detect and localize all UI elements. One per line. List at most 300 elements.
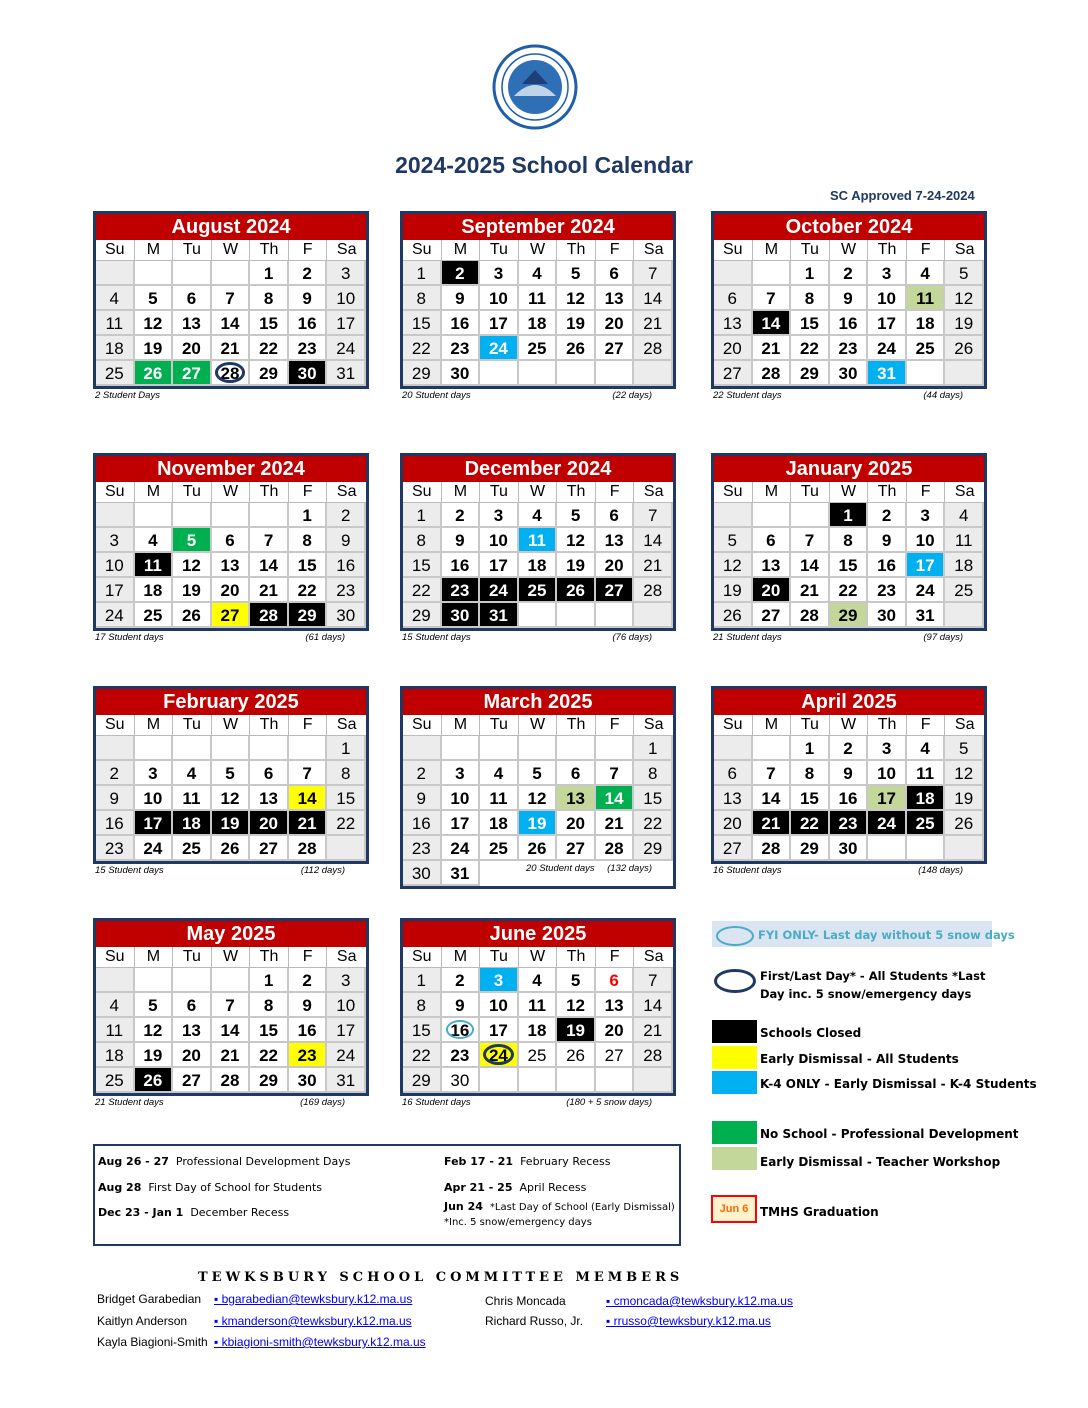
day-cell: 22	[403, 1043, 442, 1068]
day-cell: 9	[403, 786, 442, 811]
month-title: September 2024	[403, 214, 673, 240]
weekday-header: M	[135, 947, 174, 968]
committee-title: TEWKSBURY SCHOOL COMMITTEE MEMBERS	[198, 1270, 684, 1285]
day-cell: 5	[714, 528, 753, 553]
empty-day-cell	[557, 361, 596, 386]
day-cell: 26	[714, 603, 753, 628]
day-cell: 6	[173, 993, 212, 1018]
day-cell: 27	[753, 603, 792, 628]
day-cell: 12	[173, 553, 212, 578]
day-cell: 24	[96, 603, 135, 628]
month-calendar	[93, 918, 369, 1110]
day-cell: 7	[634, 261, 673, 286]
day-cell: 21	[289, 811, 328, 836]
month-title: August 2024	[96, 214, 366, 240]
day-cell: 13	[596, 993, 635, 1018]
day-cell: 24	[480, 336, 519, 361]
weekday-header: F	[596, 482, 635, 503]
cumulative-days-count: (61 days)	[305, 632, 345, 643]
empty-day-cell	[753, 736, 792, 761]
weekday-header: W	[519, 482, 558, 503]
month-title: March 2025	[403, 689, 673, 715]
day-cell: 14	[753, 786, 792, 811]
weekday-header: Tu	[173, 947, 212, 968]
day-cell: 11	[519, 286, 558, 311]
day-cell: 10	[96, 553, 135, 578]
day-cell: 11	[907, 286, 946, 311]
day-cell: 16	[830, 786, 869, 811]
day-cell: 1	[830, 503, 869, 528]
day-cell: 27	[250, 836, 289, 861]
empty-day-cell	[173, 736, 212, 761]
day-cell: 12	[135, 311, 174, 336]
day-cell: 28	[753, 361, 792, 386]
day-cell: 10	[327, 993, 366, 1018]
empty-day-cell	[212, 261, 251, 286]
day-cell: 14	[212, 311, 251, 336]
weekday-header: Th	[250, 240, 289, 261]
day-cell: 26	[212, 836, 251, 861]
day-cell: 15	[403, 1018, 442, 1043]
day-cell: 13	[714, 786, 753, 811]
day-cell: 2	[830, 261, 869, 286]
student-days-count: 2 Student Days	[95, 390, 160, 401]
weekday-header: Sa	[634, 947, 673, 968]
day-cell: 19	[212, 811, 251, 836]
day-cell: 25	[519, 336, 558, 361]
month-title: April 2025	[714, 689, 984, 715]
weekday-header: Su	[96, 240, 135, 261]
day-cell: 22	[791, 336, 830, 361]
day-cell: 24	[907, 578, 946, 603]
weekday-header: F	[907, 715, 946, 736]
day-cell: 1	[289, 503, 328, 528]
month-footer	[93, 1096, 369, 1110]
day-cell: 19	[135, 336, 174, 361]
weekday-header: F	[596, 240, 635, 261]
day-cell: 12	[945, 286, 984, 311]
key-date-jun-note: *Inc. 5 snow/emergency days	[444, 1217, 592, 1228]
approval-note: SC Approved 7-24-2024	[830, 188, 975, 203]
day-cell: 28	[634, 336, 673, 361]
student-days-count: 22 Student days	[713, 390, 782, 401]
day-cell: 22	[403, 578, 442, 603]
student-days-count: 17 Student days	[95, 632, 164, 643]
day-cell: 25	[135, 603, 174, 628]
day-cell: 11	[480, 786, 519, 811]
member-name: Chris Moncada	[485, 1294, 566, 1308]
day-cell: 27	[714, 361, 753, 386]
day-cell: 9	[830, 286, 869, 311]
day-cell: 15	[289, 553, 328, 578]
day-cell: 9	[868, 528, 907, 553]
day-cell: 5	[173, 528, 212, 553]
day-cell: 26	[135, 1068, 174, 1093]
month-calendar	[400, 211, 676, 403]
month-box	[400, 686, 676, 889]
day-cell: 24	[480, 578, 519, 603]
empty-day-cell	[289, 736, 328, 761]
day-cell: 24	[868, 811, 907, 836]
day-cell: 7	[753, 286, 792, 311]
day-cell: 27	[173, 361, 212, 386]
day-cell: 16	[442, 311, 481, 336]
town-seal-logo	[492, 44, 578, 130]
day-cell: 6	[173, 286, 212, 311]
day-cell: 17	[907, 553, 946, 578]
empty-day-cell	[596, 736, 635, 761]
day-cell: 5	[135, 286, 174, 311]
day-cell: 15	[327, 786, 366, 811]
day-cell: 26	[557, 1043, 596, 1068]
day-cell: 29	[403, 1068, 442, 1093]
day-cell: 9	[96, 786, 135, 811]
day-cell: 25	[96, 1068, 135, 1093]
weekday-header: F	[289, 240, 328, 261]
day-cell: 27	[557, 836, 596, 861]
empty-day-cell	[480, 1068, 519, 1093]
empty-day-cell	[135, 503, 174, 528]
day-cell: 6	[596, 968, 635, 993]
swatch-closed	[712, 1020, 757, 1043]
month-calendar	[400, 918, 676, 1110]
empty-day-cell	[250, 736, 289, 761]
weekday-header: W	[830, 482, 869, 503]
day-cell: 21	[250, 578, 289, 603]
weekday-header: Th	[250, 482, 289, 503]
empty-day-cell	[596, 603, 635, 628]
legend-no-school: No School - Professional Development	[760, 1127, 1019, 1141]
empty-day-cell	[96, 503, 135, 528]
empty-day-cell	[480, 361, 519, 386]
weekday-header: Th	[557, 240, 596, 261]
day-cell: 13	[714, 311, 753, 336]
weekday-header: M	[442, 715, 481, 736]
day-cell: 18	[96, 336, 135, 361]
month-box	[400, 918, 676, 1096]
weekday-header: Sa	[634, 715, 673, 736]
day-cell: 15	[830, 553, 869, 578]
cumulative-days-count: (76 days)	[612, 632, 652, 643]
month-title: February 2025	[96, 689, 366, 715]
day-cell: 12	[135, 1018, 174, 1043]
day-cell: 17	[480, 553, 519, 578]
weekday-header: Tu	[480, 482, 519, 503]
day-cell: 16	[96, 811, 135, 836]
weekday-header: Su	[96, 482, 135, 503]
day-cell: 11	[135, 553, 174, 578]
day-cell: 1	[403, 968, 442, 993]
day-cell: 14	[596, 786, 635, 811]
day-cell: 1	[250, 261, 289, 286]
day-cell: 7	[791, 528, 830, 553]
day-cell: 8	[791, 286, 830, 311]
weekday-header: Th	[250, 715, 289, 736]
weekday-header: Th	[868, 715, 907, 736]
empty-day-cell	[945, 361, 984, 386]
weekday-header: Tu	[791, 715, 830, 736]
day-cell: 20	[250, 811, 289, 836]
day-cell: 3	[480, 503, 519, 528]
day-cell: 20	[212, 578, 251, 603]
day-cell: 1	[403, 261, 442, 286]
day-cell: 30	[830, 361, 869, 386]
day-cell: 19	[714, 578, 753, 603]
empty-day-cell	[212, 503, 251, 528]
day-cell: 4	[173, 761, 212, 786]
day-cell: 28	[596, 836, 635, 861]
empty-day-cell	[596, 1068, 635, 1093]
empty-day-cell	[945, 836, 984, 861]
member-email-link[interactable]: ▪ bgarabedian@tewksbury.k12.ma.us	[214, 1292, 413, 1306]
month-calendar	[93, 211, 369, 403]
empty-day-cell	[557, 1068, 596, 1093]
weekday-header: M	[135, 482, 174, 503]
weekday-header: Su	[96, 947, 135, 968]
day-cell: 11	[96, 311, 135, 336]
day-cell: 15	[250, 311, 289, 336]
day-cell: 19	[557, 311, 596, 336]
weekday-header: Tu	[480, 947, 519, 968]
day-cell: 7	[634, 968, 673, 993]
day-cell: 18	[480, 811, 519, 836]
day-cell: 27	[596, 336, 635, 361]
empty-day-cell	[634, 603, 673, 628]
weekday-header: W	[830, 715, 869, 736]
day-cell: 23	[327, 578, 366, 603]
member-email-link[interactable]: ▪ cmoncada@tewksbury.k12.ma.us	[606, 1294, 793, 1308]
day-cell: 21	[634, 311, 673, 336]
day-cell: 30	[442, 1068, 481, 1093]
day-cell: 18	[135, 578, 174, 603]
day-cell: 12	[557, 528, 596, 553]
day-cell: 28	[634, 1043, 673, 1068]
day-cell: 7	[250, 528, 289, 553]
cumulative-days-count: (44 days)	[923, 390, 963, 401]
day-cell: 17	[868, 311, 907, 336]
day-cell: 4	[519, 503, 558, 528]
month-box	[711, 453, 987, 631]
swatch-early-all	[712, 1046, 757, 1069]
day-cell: 24	[480, 1043, 519, 1068]
empty-day-cell	[480, 736, 519, 761]
day-cell: 2	[442, 261, 481, 286]
day-cell: 16	[327, 553, 366, 578]
weekday-header: Tu	[173, 715, 212, 736]
member-email-link[interactable]: ▪ rrusso@tewksbury.k12.ma.us	[606, 1314, 771, 1328]
weekday-header: W	[519, 715, 558, 736]
day-cell: 29	[250, 1068, 289, 1093]
day-cell: 19	[519, 811, 558, 836]
day-cell: 13	[557, 786, 596, 811]
empty-day-cell	[135, 261, 174, 286]
month-title: May 2025	[96, 921, 366, 947]
cumulative-days-count: (112 days)	[300, 865, 345, 876]
day-cell: 20	[596, 311, 635, 336]
day-cell: 2	[96, 761, 135, 786]
day-cell: 28	[289, 836, 328, 861]
legend-fyi: FYI ONLY- Last day without 5 snow days	[758, 928, 1015, 942]
day-cell: 14	[634, 528, 673, 553]
day-cell: 6	[557, 761, 596, 786]
day-cell: 4	[96, 993, 135, 1018]
day-cell: 22	[791, 811, 830, 836]
day-cell: 8	[403, 993, 442, 1018]
month-grid	[714, 482, 984, 628]
empty-day-cell	[250, 503, 289, 528]
empty-day-cell	[442, 736, 481, 761]
empty-day-cell	[519, 1068, 558, 1093]
day-cell: 31	[442, 861, 481, 886]
month-footer	[93, 864, 369, 878]
day-cell: 9	[327, 528, 366, 553]
day-cell: 2	[327, 503, 366, 528]
day-cell: 5	[519, 761, 558, 786]
day-cell: 27	[173, 1068, 212, 1093]
day-cell: 9	[442, 993, 481, 1018]
month-footer	[400, 1096, 676, 1110]
legend-k4: K-4 ONLY - Early Dismissal - K-4 Students	[760, 1077, 1037, 1091]
day-cell: 16	[442, 1018, 481, 1043]
swatch-k4	[712, 1071, 757, 1094]
weekday-header: M	[135, 715, 174, 736]
cumulative-days-count: (22 days)	[612, 390, 652, 401]
day-cell: 30	[442, 361, 481, 386]
day-cell: 3	[96, 528, 135, 553]
day-cell: 10	[442, 786, 481, 811]
day-cell: 22	[634, 811, 673, 836]
weekday-header: F	[289, 482, 328, 503]
day-cell: 15	[403, 311, 442, 336]
legend-early-all: Early Dismissal - All Students	[760, 1052, 959, 1066]
day-cell: 16	[289, 311, 328, 336]
day-cell: 17	[480, 311, 519, 336]
month-box	[93, 453, 369, 631]
student-days-count: 21 Student days	[713, 632, 782, 643]
empty-day-cell	[596, 361, 635, 386]
weekday-header: Su	[96, 715, 135, 736]
day-cell: 9	[289, 993, 328, 1018]
day-cell: 7	[596, 761, 635, 786]
empty-day-cell	[327, 836, 366, 861]
member-email-link[interactable]: ▪ kbiagioni-smith@tewksbury.k12.ma.us	[214, 1335, 426, 1349]
day-cell: 24	[868, 336, 907, 361]
empty-day-cell	[557, 603, 596, 628]
day-cell: 25	[519, 578, 558, 603]
day-cell: 10	[868, 286, 907, 311]
day-cell: 4	[480, 761, 519, 786]
day-cell: 1	[791, 736, 830, 761]
weekday-header: W	[830, 240, 869, 261]
day-cell: 15	[791, 786, 830, 811]
weekday-header: Sa	[327, 240, 366, 261]
day-cell: 25	[907, 811, 946, 836]
day-cell: 12	[557, 993, 596, 1018]
month-grid	[96, 947, 366, 1093]
day-cell: 4	[945, 503, 984, 528]
page-title: 2024-2025 School Calendar	[395, 152, 693, 178]
day-cell: 1	[634, 736, 673, 761]
weekday-header: Su	[403, 947, 442, 968]
day-cell: 2	[442, 968, 481, 993]
member-email-link[interactable]: ▪ kmanderson@tewksbury.k12.ma.us	[214, 1314, 412, 1328]
swatch-workshop	[712, 1147, 757, 1170]
day-cell: 23	[289, 1043, 328, 1068]
day-cell: 29	[403, 361, 442, 386]
weekday-header: W	[519, 947, 558, 968]
student-days-count: 16 Student days	[713, 865, 782, 876]
day-cell: 4	[96, 286, 135, 311]
day-cell: 22	[830, 578, 869, 603]
day-cell: 29	[403, 603, 442, 628]
day-cell: 4	[907, 261, 946, 286]
day-cell: 18	[907, 311, 946, 336]
day-cell: 22	[250, 1043, 289, 1068]
student-days-count: 21 Student days	[95, 1097, 164, 1108]
weekday-header: F	[289, 715, 328, 736]
day-cell: 28	[212, 361, 251, 386]
key-dates-box	[93, 1144, 681, 1246]
day-cell: 5	[945, 736, 984, 761]
day-cell: 13	[596, 528, 635, 553]
day-cell: 1	[327, 736, 366, 761]
day-cell: 23	[830, 811, 869, 836]
day-cell: 26	[945, 336, 984, 361]
day-cell: 31	[480, 603, 519, 628]
month-grid	[403, 240, 673, 386]
day-cell: 5	[557, 261, 596, 286]
student-days-count: 16 Student days	[402, 1097, 471, 1108]
day-cell: 30	[403, 861, 442, 886]
day-cell: 14	[250, 553, 289, 578]
day-cell: 27	[596, 1043, 635, 1068]
empty-day-cell	[907, 836, 946, 861]
day-cell: 2	[289, 261, 328, 286]
navy-ring-icon	[714, 969, 756, 993]
month-footer	[711, 389, 987, 403]
day-cell: 28	[250, 603, 289, 628]
month-grid	[403, 715, 673, 886]
member-name: Bridget Garabedian	[97, 1292, 202, 1306]
empty-day-cell	[96, 968, 135, 993]
day-cell: 16	[442, 553, 481, 578]
day-cell: 15	[250, 1018, 289, 1043]
day-cell: 20	[557, 811, 596, 836]
day-cell: 8	[250, 286, 289, 311]
day-cell: 7	[212, 286, 251, 311]
day-cell: 23	[289, 336, 328, 361]
day-cell: 13	[753, 553, 792, 578]
day-cell: 4	[519, 261, 558, 286]
day-cell: 26	[519, 836, 558, 861]
month-calendar	[711, 686, 987, 878]
day-cell: 9	[442, 528, 481, 553]
day-cell: 21	[212, 1043, 251, 1068]
day-cell: 8	[403, 286, 442, 311]
empty-day-cell	[212, 968, 251, 993]
month-calendar	[93, 686, 369, 878]
day-cell: 8	[634, 761, 673, 786]
weekday-header: M	[442, 240, 481, 261]
day-cell: 11	[519, 993, 558, 1018]
weekday-header: Sa	[945, 482, 984, 503]
empty-day-cell	[96, 736, 135, 761]
day-cell: 31	[327, 1068, 366, 1093]
weekday-header: Sa	[327, 715, 366, 736]
day-cell: 28	[634, 578, 673, 603]
graduation-swatch: Jun 6	[711, 1195, 757, 1223]
day-cell: 18	[907, 786, 946, 811]
